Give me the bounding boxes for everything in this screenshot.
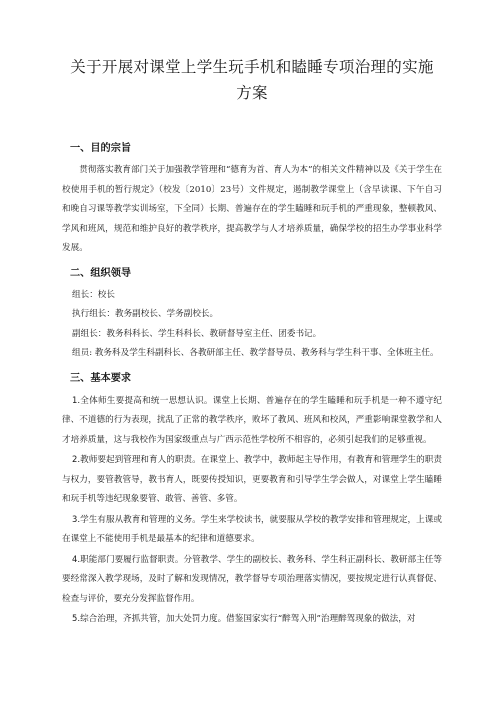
section-purpose <box>62 140 442 259</box>
requirement-item <box>62 609 442 630</box>
item-number: 4 <box>72 553 78 564</box>
section-organization <box>62 265 442 364</box>
item-number: 3 <box>72 513 78 524</box>
title-line-1: 关于开展对课堂上学生玩手机和瞌睡专项治理的实施 <box>70 58 434 76</box>
requirement-item <box>62 391 442 451</box>
org-line-leader: 组长：校长 <box>72 289 115 300</box>
org-line-members: 组员: 教务科及学生科副科长、各教研部主任、教学督导员、教务科与学生科干事、全体班主任。 <box>72 348 439 358</box>
org-line-deputy: 副组长：教务科科长、学生科科长、教研督导室主任、团委书记。 <box>72 328 322 339</box>
item-text: .综合治理，齐抓共管，加大处罚力度。借鉴国家实行“醉驾入刑”治理醉驾现象的做法，对 <box>77 614 416 624</box>
item-number: 2 <box>72 454 78 464</box>
section-requirements <box>62 370 442 630</box>
item-text: .全体师生要提高和统一思想认识。课堂上长期、普遍存在的学生瞌睡和玩手机是一种不遵守纪律、不道德的行为表现，扰乱了正常的教学秩序，败坏了教风、班风和校风，严重影响课堂教学和人才培养质量，这与我校作为国家级重点与广西示范性学校所不相容的，必须引起我们的足够重视。 <box>62 395 442 445</box>
item-text: .教师要起到管理和育人的职责。在课堂上、教学中，教师起主导作用，有教育和管理学生的职责与权力，要管教管导，教书育人，既要传授知识，更要教育和引导学生学会做人，对课堂上学生瞌睡和玩手机等违纪现象要管、敢管、善管、多管。 <box>62 455 442 504</box>
item-text: .学生有服从教育和管理的义务。学生来学校读书，就要服从学校的教学安排和管理规定，上课或在课堂上不能使用手机是最基本的纪律和道德要求。 <box>62 514 442 544</box>
org-line-executive: 执行组长：教务副校长、学务副校长。 <box>72 309 219 319</box>
section-heading: 三、基本要求 <box>70 372 132 384</box>
section-heading: 一、目的宗旨 <box>70 143 132 154</box>
item-text: .职能部门要履行监督职责。分管教学、学生的副校长、教务科、学生科正副科长、教研部主任等要经常深入教学现场，及时了解和发现情况，教学督导专项治理落实情况，要按规定进行认真督促、检查与评价，要充分发挥监督作用。 <box>62 554 442 604</box>
requirement-item <box>62 550 442 610</box>
requirement-item <box>62 510 442 550</box>
title-line-2: 方案 <box>236 84 268 102</box>
item-number: 5 <box>72 613 78 623</box>
section-heading: 二、组织领导 <box>70 267 132 279</box>
requirement-item <box>62 450 442 510</box>
item-number: 1 <box>72 394 78 405</box>
document-title <box>62 54 442 106</box>
section-paragraph: 贯彻落实教育部门关于加强教学管理和“德育为首、育人为本”的相关文件精神以及《关于学生在校使用手机的暂行规定》（校发〔2010〕23号）文件规定，遏制教学课堂上（含早读课、下午自习和晚自习课等教学实训场室，下全同）长期、普遍存在的学生瞌睡和玩手机的严重现象，整顿教风、学风和班风，规范和维护良好的教学秩序，提高教学与人才培养质量，确保学校的招生办学事业科学发展。 <box>62 165 442 253</box>
